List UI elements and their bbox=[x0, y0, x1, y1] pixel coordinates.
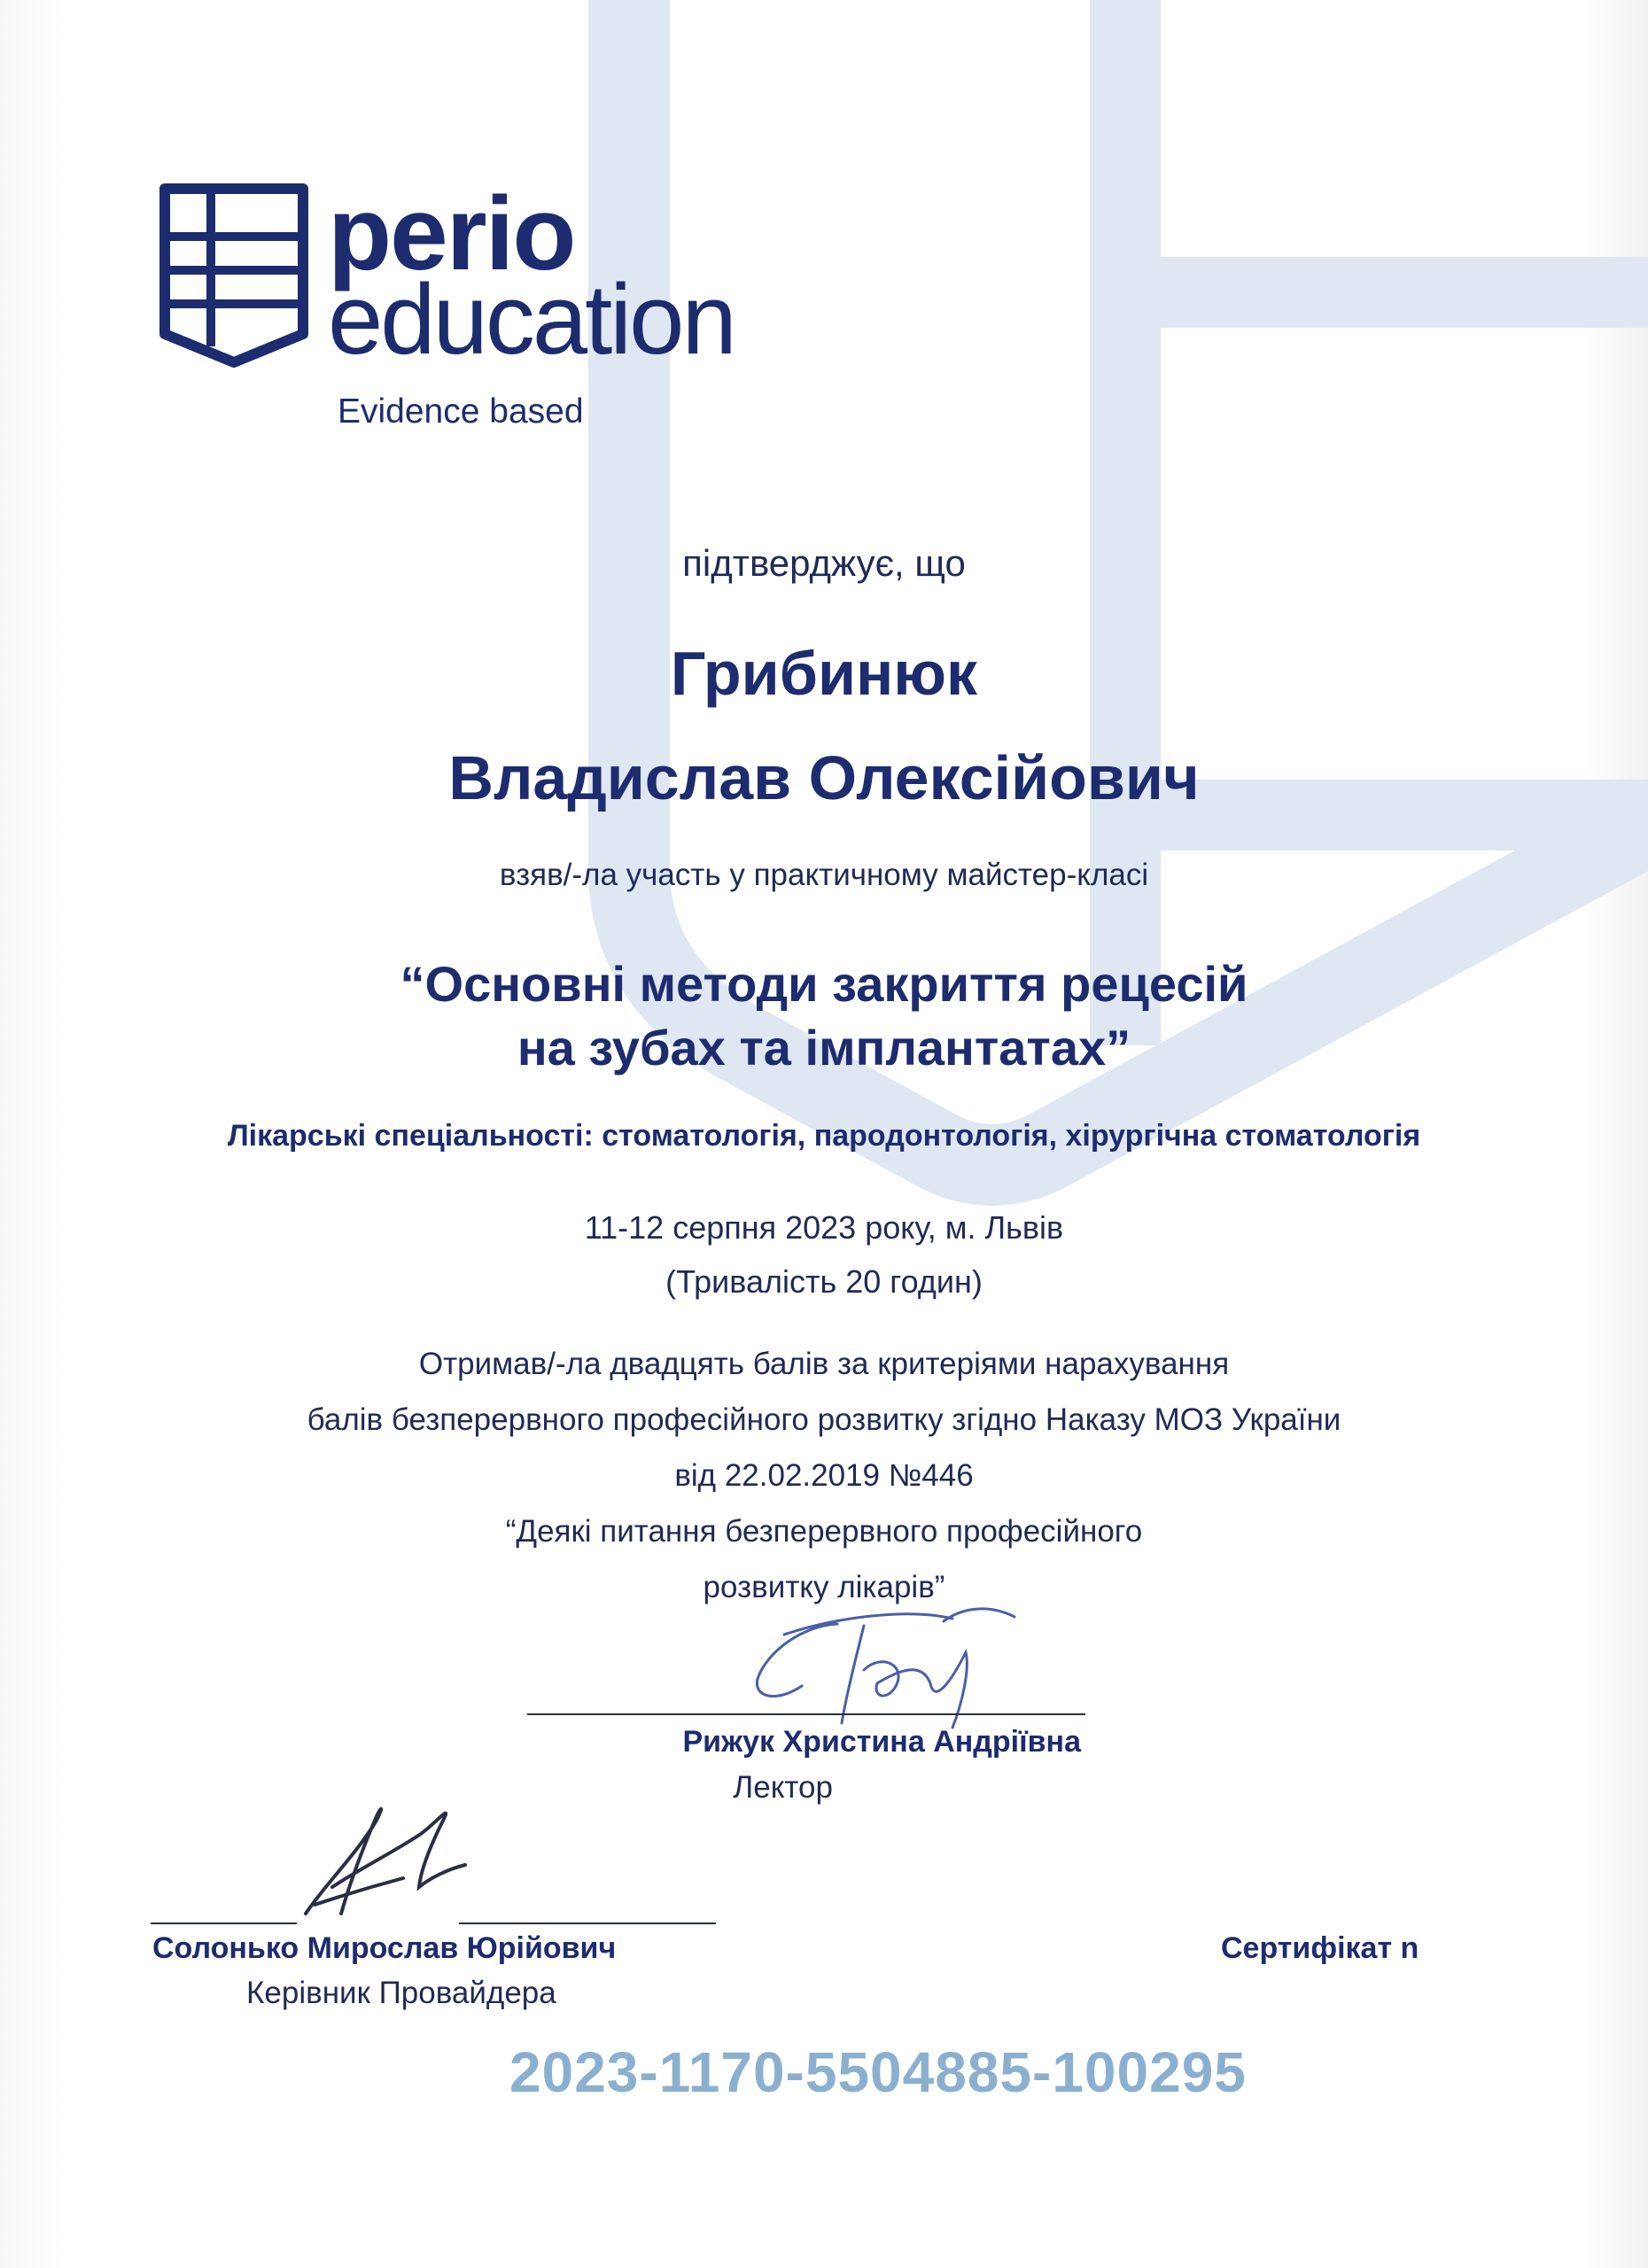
event-duration: (Тривалість 20 годин) bbox=[665, 1263, 983, 1300]
provider-head-signature-line-right bbox=[459, 1922, 716, 1924]
event-date-location: 11-12 серпня 2023 року, м. Львів bbox=[584, 1209, 1064, 1246]
course-title-line1: “Основні методи закриття рецесій bbox=[400, 956, 1248, 1012]
points-text-line2: балів безперервного професійного розвитку згідно Наказу МОЗ України bbox=[307, 1402, 1341, 1437]
course-title-line2: на зубах та імплантатах” bbox=[517, 1020, 1131, 1076]
lector-role: Лектор bbox=[733, 1770, 833, 1805]
participation-text: взяв/-ла участь у практичному майстер-класі bbox=[499, 858, 1149, 892]
points-text-line3: від 22.02.2019 №446 bbox=[674, 1458, 974, 1493]
lector-signature-line bbox=[527, 1713, 1085, 1715]
lector-signature bbox=[731, 1599, 1032, 1732]
provider-head-name: Солонько Мирослав Юрійович bbox=[152, 1931, 617, 1965]
perio-education-logo bbox=[158, 175, 796, 439]
points-text-line4: “Деякі питання безперервного професійного bbox=[505, 1514, 1143, 1549]
lector-name: Рижук Христина Андріївна bbox=[682, 1725, 1081, 1759]
logo-wordmark-perio: perio bbox=[328, 175, 575, 292]
provider-head-role: Керівник Провайдера bbox=[246, 1976, 556, 2010]
provider-head-signature bbox=[288, 1781, 483, 1936]
medical-specialties: Лікарські спеціальності: стоматологія, пародонтологія, хірургічна стоматологія bbox=[227, 1119, 1421, 1153]
confirms-text: підтверджує, що bbox=[682, 542, 966, 584]
recipient-given-names: Владислав Олексійович bbox=[448, 743, 1200, 812]
points-text-line1: Отримав/-ла двадцять балів за критеріями нарахування bbox=[418, 1347, 1230, 1381]
certificate-number-label: Сертифікат n bbox=[1221, 1931, 1419, 1965]
logo-tagline: Evidence based bbox=[338, 392, 584, 431]
logo-wordmark-education: education bbox=[328, 264, 735, 375]
points-text-line5: розвитку лікарів” bbox=[703, 1570, 945, 1604]
shield-grid-icon bbox=[158, 182, 310, 368]
certificate-number: 2023-1170-5504885-100295 bbox=[509, 2040, 1247, 2104]
provider-head-signature-line-left bbox=[151, 1922, 297, 1924]
recipient-surname: Грибинюк bbox=[670, 639, 978, 708]
